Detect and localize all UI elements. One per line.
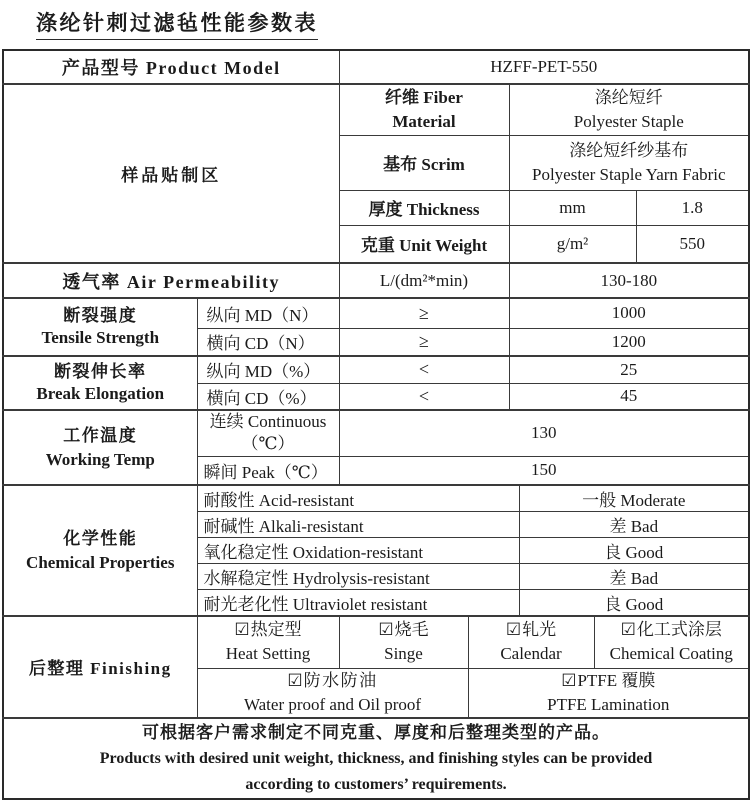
elongation-cd-name: 横向 CD（%） xyxy=(197,383,339,410)
checkbox-checked-icon: ☑ xyxy=(561,670,577,690)
working-temp-continuous-name xyxy=(197,410,339,456)
chemical-acid-rating: 一般 Moderate xyxy=(519,485,749,512)
elongation-md-name: 纵向 MD（%） xyxy=(197,356,339,383)
footer-line-en-2: according to customers’ requirements. xyxy=(245,775,507,793)
chemical-label-en: Chemical Properties xyxy=(26,552,175,572)
row-working-temp-continuous xyxy=(3,410,749,456)
row-product-model xyxy=(3,50,749,84)
chemical-oxidation-rating: 良 Good xyxy=(519,538,749,564)
finishing-label: 后整理 Finishing xyxy=(3,616,197,718)
fiber-label-line1: 纤维 Fiber xyxy=(385,87,463,107)
chemical-label-zh: 化学性能 xyxy=(63,528,138,548)
tensile-md-name: 纵向 MD（N） xyxy=(197,298,339,328)
fiber-value xyxy=(509,84,749,135)
tensile-cd-op: ≥ xyxy=(339,328,509,356)
finishing-ptfe-zh: PTFE 覆膜 xyxy=(577,670,656,690)
checkbox-checked-icon: ☑ xyxy=(378,620,394,640)
elongation-md-op: < xyxy=(339,356,509,383)
thickness-unit: mm xyxy=(509,190,636,225)
chemical-uv-rating: 良 Good xyxy=(519,590,749,617)
row-footer-note xyxy=(3,718,749,799)
finishing-ptfe-en: PTFE Lamination xyxy=(547,694,670,714)
tensile-cd-name: 横向 CD（N） xyxy=(197,328,339,356)
checkbox-checked-icon: ☑ xyxy=(505,620,522,640)
elongation-cd-op: < xyxy=(339,383,509,410)
finishing-calendar xyxy=(468,616,594,668)
thickness-label: 厚度 Thickness xyxy=(339,190,509,225)
chemical-acid-name: 耐酸性 Acid-resistant xyxy=(197,485,519,512)
chemical-uv-name: 耐光老化性 Ultraviolet resistant xyxy=(197,590,519,617)
sample-area-cell: 样品贴制区 xyxy=(3,84,339,263)
tensile-cd-value: 1200 xyxy=(509,328,749,356)
working-temp-peak-value: 150 xyxy=(339,456,749,485)
fiber-value-en: Polyester Staple xyxy=(573,111,684,131)
finishing-calendar-en: Calendar xyxy=(500,644,562,664)
fiber-label-line2: Material xyxy=(392,111,456,131)
continuous-name-line2: （℃） xyxy=(241,434,295,454)
checkbox-checked-icon: ☑ xyxy=(620,620,636,640)
unit-weight-label: 克重 Unit Weight xyxy=(339,225,509,263)
unit-weight-value: 550 xyxy=(636,225,749,263)
tensile-md-op: ≥ xyxy=(339,298,509,328)
row-air-permeability xyxy=(3,263,749,298)
footer-line-en-1: Products with desired unit weight, thickness, and finishing styles can be provided xyxy=(99,749,653,767)
elongation-md-value: 25 xyxy=(509,356,749,383)
page-title: 涤纶针刺过滤毡性能参数表 xyxy=(36,11,318,40)
elongation-cd-value: 45 xyxy=(509,383,749,410)
finishing-singe xyxy=(339,616,468,668)
checkbox-checked-icon: ☑ xyxy=(287,670,303,690)
finishing-ptfe xyxy=(468,668,749,718)
finishing-waterproof xyxy=(197,668,468,718)
elongation-label-en: Break Elongation xyxy=(36,384,165,404)
finishing-chemical-coating xyxy=(594,616,749,668)
chemical-properties-label xyxy=(3,485,197,616)
break-elongation-label xyxy=(3,356,197,410)
finishing-singe-en: Singe xyxy=(384,644,423,664)
chemical-hydrolysis-name: 水解稳定性 Hydrolysis-resistant xyxy=(197,564,519,590)
spec-table xyxy=(2,49,750,800)
tensile-md-value: 1000 xyxy=(509,298,749,328)
tensile-label-zh: 断裂强度 xyxy=(63,306,138,326)
working-temp-continuous-value: 130 xyxy=(339,410,749,456)
product-model-label: 产品型号 Product Model xyxy=(3,50,339,84)
chemical-oxidation-name: 氧化稳定性 Oxidation-resistant xyxy=(197,538,519,564)
checkbox-checked-icon: ☑ xyxy=(234,620,250,640)
tensile-strength-label xyxy=(3,298,197,356)
continuous-name-line1: 连续 Continuous xyxy=(209,412,327,432)
fiber-value-zh: 涤纶短纤 xyxy=(594,87,663,107)
thickness-value: 1.8 xyxy=(636,190,749,225)
air-permeability-label: 透气率 Air Permeability xyxy=(3,263,339,298)
air-permeability-unit: L/(dm²*min) xyxy=(339,263,509,298)
row-tensile-md xyxy=(3,298,749,328)
working-temp-label-en: Working Temp xyxy=(45,449,155,469)
chemical-hydrolysis-rating: 差 Bad xyxy=(519,564,749,590)
chemical-alkali-name: 耐碱性 Alkali-resistant xyxy=(197,512,519,538)
working-temp-label-zh: 工作温度 xyxy=(63,425,138,445)
finishing-heat-setting-en: Heat Setting xyxy=(225,644,311,664)
air-permeability-value: 130-180 xyxy=(509,263,749,298)
finishing-heat-setting-zh: 热定型 xyxy=(250,620,302,640)
elongation-label-zh: 断裂伸长率 xyxy=(54,362,147,382)
unit-weight-unit: g/m² xyxy=(509,225,636,263)
tensile-label-en: Tensile Strength xyxy=(41,328,160,348)
finishing-chemical-coating-en: Chemical Coating xyxy=(609,644,733,664)
finishing-waterproof-zh: 防水防油 xyxy=(303,670,378,690)
scrim-value-en: Polyester Staple Yarn Fabric xyxy=(531,164,726,184)
working-temp-peak-name: 瞬间 Peak（℃） xyxy=(197,456,339,485)
working-temp-label xyxy=(3,410,197,485)
finishing-chemical-coating-zh: 化工式涂层 xyxy=(636,620,722,640)
scrim-label: 基布 Scrim xyxy=(339,135,509,190)
finishing-calendar-zh: 轧光 xyxy=(522,620,557,640)
scrim-value xyxy=(509,135,749,190)
row-fiber xyxy=(3,84,749,135)
row-finishing-1 xyxy=(3,616,749,668)
row-elongation-md xyxy=(3,356,749,383)
finishing-heat-setting xyxy=(197,616,339,668)
product-model-value: HZFF-PET-550 xyxy=(339,50,749,84)
finishing-singe-zh: 烧毛 xyxy=(394,620,429,640)
chemical-alkali-rating: 差 Bad xyxy=(519,512,749,538)
row-chemical-acid xyxy=(3,485,749,512)
footer-note xyxy=(3,718,749,799)
scrim-value-zh: 涤纶短纤纱基布 xyxy=(569,140,689,160)
fiber-label xyxy=(339,84,509,135)
footer-line-zh: 可根据客户需求制定不同克重、厚度和后整理类型的产品。 xyxy=(142,722,611,742)
finishing-waterproof-en: Water proof and Oil proof xyxy=(243,694,422,714)
